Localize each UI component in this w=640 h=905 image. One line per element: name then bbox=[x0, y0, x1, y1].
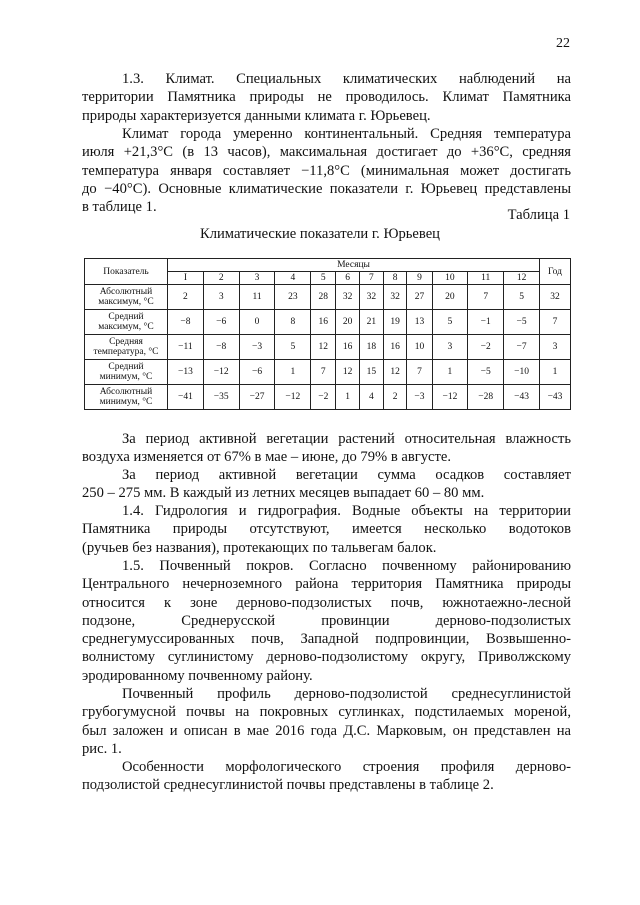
text-line: эродированному почвенному району. bbox=[82, 667, 313, 684]
month-cell: 5 bbox=[311, 272, 336, 285]
value-cell: −7 bbox=[504, 335, 540, 360]
value-cell: 7 bbox=[407, 360, 432, 385]
value-cell: −8 bbox=[168, 310, 204, 335]
value-cell: 5 bbox=[504, 285, 540, 310]
month-cell: 3 bbox=[239, 272, 275, 285]
month-cell: 11 bbox=[468, 272, 504, 285]
year-cell: 7 bbox=[540, 310, 571, 335]
value-cell: −43 bbox=[504, 385, 540, 410]
header-indicator: Показатель bbox=[85, 259, 168, 285]
value-cell: 19 bbox=[383, 310, 407, 335]
month-cell: 12 bbox=[504, 272, 540, 285]
month-cell: 6 bbox=[336, 272, 360, 285]
page-number: 22 bbox=[556, 36, 570, 51]
section-1-4-hydrology bbox=[82, 502, 571, 557]
climate-table bbox=[84, 258, 571, 410]
text-line: подзолистой среднесуглинистой почвы представлены в таблице 2. bbox=[82, 777, 494, 794]
text-line: грубогумусной почвы на покровных суглинках, подстилаемых мореной, bbox=[82, 704, 571, 721]
value-cell: 2 bbox=[168, 285, 204, 310]
header-months: Месяцы bbox=[168, 259, 540, 272]
text-line: в таблице 1. bbox=[82, 199, 157, 216]
value-cell: −27 bbox=[239, 385, 275, 410]
value-cell: 1 bbox=[275, 360, 311, 385]
table-caption: Климатические показатели г. Юрьевец bbox=[199, 226, 440, 242]
table-row bbox=[85, 385, 571, 410]
section-1-3-climate bbox=[82, 70, 571, 125]
text-line: относится к зоне дерново-подзолистых почв, южнотаежно-лесной bbox=[82, 594, 571, 611]
value-cell: 8 bbox=[275, 310, 311, 335]
value-cell: 5 bbox=[275, 335, 311, 360]
value-cell: 3 bbox=[203, 285, 239, 310]
text-line: Климат города умеренно континентальный. Средняя температура bbox=[122, 126, 571, 142]
value-cell: 13 bbox=[407, 310, 432, 335]
year-cell: 3 bbox=[540, 335, 571, 360]
value-cell: 32 bbox=[336, 285, 360, 310]
text-line: За период активной вегетации растений относительная влажность bbox=[122, 431, 571, 447]
text-line: до −40°С). Основные климатические показатели г. Юрьевец представлены bbox=[82, 180, 571, 197]
year-cell: 1 bbox=[540, 360, 571, 385]
table-row bbox=[85, 360, 571, 385]
value-cell: 7 bbox=[468, 285, 504, 310]
value-cell: −5 bbox=[504, 310, 540, 335]
text-line: был заложен и описан в мае 2016 года Д.С. Марковым, он представлен на bbox=[82, 722, 571, 739]
value-cell: 12 bbox=[336, 360, 360, 385]
value-cell: 10 bbox=[407, 335, 432, 360]
value-cell: 20 bbox=[336, 310, 360, 335]
table-row bbox=[85, 285, 571, 310]
value-cell: 12 bbox=[311, 335, 336, 360]
value-cell: −10 bbox=[504, 360, 540, 385]
text-line: среднегумуссированных почв, Западной подпровинции, Возвышенно- bbox=[82, 631, 571, 648]
value-cell: −2 bbox=[468, 335, 504, 360]
value-cell: −12 bbox=[432, 385, 468, 410]
value-cell: 7 bbox=[311, 360, 336, 385]
month-cell: 8 bbox=[383, 272, 407, 285]
month-cell: 2 bbox=[203, 272, 239, 285]
value-cell: 18 bbox=[360, 335, 384, 360]
value-cell: 1 bbox=[336, 385, 360, 410]
value-cell: −12 bbox=[275, 385, 311, 410]
month-cell: 9 bbox=[407, 272, 432, 285]
value-cell: 16 bbox=[383, 335, 407, 360]
text-line: 1.3. Климат. Специальных климатических наблюдений на bbox=[122, 71, 571, 87]
value-cell: −3 bbox=[407, 385, 432, 410]
table-row bbox=[85, 335, 571, 360]
value-cell: 32 bbox=[383, 285, 407, 310]
value-cell: −5 bbox=[468, 360, 504, 385]
text-line: Особенности морфологического строения профиля дерново- bbox=[122, 759, 571, 775]
value-cell: −41 bbox=[168, 385, 204, 410]
text-line: температура января составляет −11,8°С (минимальная может достигать bbox=[82, 162, 571, 179]
value-cell: −13 bbox=[168, 360, 204, 385]
month-cell: 7 bbox=[360, 272, 384, 285]
value-cell: 2 bbox=[383, 385, 407, 410]
value-cell: 15 bbox=[360, 360, 384, 385]
value-cell: −2 bbox=[311, 385, 336, 410]
row-label: Средняя температура, °С bbox=[85, 335, 168, 360]
text-line: (ручьев без названия), протекающих по тальвегам балок. bbox=[82, 539, 437, 556]
text-line: За период активной вегетации сумма осадков составляет bbox=[122, 467, 571, 483]
value-cell: 28 bbox=[311, 285, 336, 310]
humidity-paragraph bbox=[82, 430, 571, 467]
value-cell: 5 bbox=[432, 310, 468, 335]
year-cell: 32 bbox=[540, 285, 571, 310]
value-cell: −28 bbox=[468, 385, 504, 410]
value-cell: −6 bbox=[203, 310, 239, 335]
text-line: Памятника природы отсутствуют, имеется несколько водотоков bbox=[82, 521, 571, 538]
soil-profile-paragraph bbox=[82, 685, 571, 758]
value-cell: −11 bbox=[168, 335, 204, 360]
value-cell: 21 bbox=[360, 310, 384, 335]
year-cell: −43 bbox=[540, 385, 571, 410]
table-label: Таблица 1 bbox=[507, 207, 570, 223]
month-cell: 4 bbox=[275, 272, 311, 285]
value-cell: 4 bbox=[360, 385, 384, 410]
text-line: Почвенный профиль дерново-подзолистой среднесуглинистой bbox=[122, 686, 571, 702]
text-line: рис. 1. bbox=[82, 740, 122, 757]
table-row bbox=[85, 310, 571, 335]
value-cell: 20 bbox=[432, 285, 468, 310]
text-line: июля +21,3°С (в 13 часов), максимальная достигает до +36°С, средняя bbox=[82, 144, 571, 161]
value-cell: −1 bbox=[468, 310, 504, 335]
text-line: 1.4. Гидрология и гидрография. Водные объекты на территории bbox=[122, 503, 571, 519]
value-cell: 1 bbox=[432, 360, 468, 385]
month-cell: 10 bbox=[432, 272, 468, 285]
value-cell: 23 bbox=[275, 285, 311, 310]
row-label: Абсолютный максимум, °С bbox=[85, 285, 168, 310]
climate-paragraph bbox=[82, 125, 571, 216]
morphology-paragraph bbox=[82, 758, 571, 795]
value-cell: −35 bbox=[203, 385, 239, 410]
text-line: природы характеризуется данными климата г. Юрьевец. bbox=[82, 107, 431, 124]
text-line: Центрального нечерноземного района территория Памятника природы bbox=[82, 576, 571, 593]
header-year: Год bbox=[540, 259, 571, 285]
text-line: территории Памятника природы не проводилось. Климат Памятника bbox=[82, 89, 571, 106]
text-line: воздуха изменяется от 67% в мае – июне, до 79% в августе. bbox=[82, 449, 452, 466]
precipitation-paragraph bbox=[82, 466, 571, 503]
value-cell: 27 bbox=[407, 285, 432, 310]
value-cell: 12 bbox=[383, 360, 407, 385]
row-label: Средний минимум, °С bbox=[85, 360, 168, 385]
value-cell: 16 bbox=[336, 335, 360, 360]
value-cell: −3 bbox=[239, 335, 275, 360]
value-cell: 16 bbox=[311, 310, 336, 335]
section-1-5-soil bbox=[82, 557, 571, 685]
row-label: Абсолютный минимум, °С bbox=[85, 385, 168, 410]
value-cell: 11 bbox=[239, 285, 275, 310]
value-cell: −8 bbox=[203, 335, 239, 360]
text-line: 1.5. Почвенный покров. Согласно почвенному районированию bbox=[122, 558, 571, 574]
text-line: 250 – 275 мм. В каждый из летних месяцев выпадает 60 – 80 мм. bbox=[82, 485, 485, 502]
text-line: подзоне, Среднерусской провинции дерново-подзолистых bbox=[82, 612, 571, 629]
month-cell: I bbox=[168, 272, 204, 285]
value-cell: −6 bbox=[239, 360, 275, 385]
value-cell: 3 bbox=[432, 335, 468, 360]
value-cell: −12 bbox=[203, 360, 239, 385]
value-cell: 0 bbox=[239, 310, 275, 335]
text-line: волнистому суглинистому дерново-подзолистому округу, Приволжскому bbox=[82, 649, 571, 666]
value-cell: 32 bbox=[360, 285, 384, 310]
row-label: Средний максимум, °С bbox=[85, 310, 168, 335]
